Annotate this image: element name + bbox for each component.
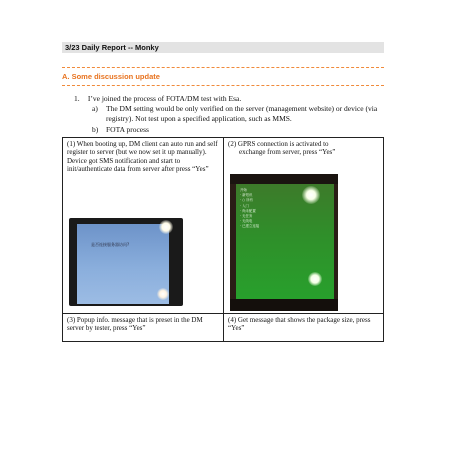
phone-photo-gprs-connection: [230, 174, 338, 311]
section-divider-top: [62, 67, 384, 68]
section-divider-bottom: [62, 85, 384, 86]
phone-menu: 开始 · 新短讯 · ○ 所有 · 入门 · 尚未配置 · 无任务 · 无线电 · 已建立连接: [240, 188, 260, 229]
table-cell-2: [224, 138, 383, 314]
list-item-text: I’ve joined the process of FOTA/DM test with Esa.: [87, 94, 242, 103]
sub-item-text: FOTA process: [106, 125, 149, 134]
cell-caption: (4) Get message that shows the package size, press “Yes”: [228, 316, 371, 333]
list-item-1: [74, 94, 241, 103]
sub-item-letter: b): [92, 125, 99, 134]
phone-photo-sms-notification: [69, 218, 183, 306]
cell-caption: (1) When booting up, DM client can auto run and self register to server (but we now set it up manually). Device got SMS notification and start to init/authenticate data from server after press “Yes”: [67, 140, 218, 173]
phone-screen: [77, 224, 169, 304]
dialog-message: 是否连接服务器访问?: [91, 242, 130, 247]
section-heading: A. Some discussion update: [62, 72, 160, 81]
table-cell-3: [63, 314, 224, 341]
table-cell-1: [63, 138, 224, 314]
list-item-number: 1.: [74, 94, 80, 103]
sub-item-text: The DM setting would be only verified on the server (management website) or device (via registry). Not test upon a specified application, such as MMS.: [106, 104, 378, 123]
screenshot-table: [62, 137, 384, 342]
light-glare: [157, 288, 169, 300]
cell-caption: [228, 140, 380, 157]
light-glare: [308, 272, 322, 286]
light-glare: [302, 186, 320, 204]
cell-caption: (3) Popup info. message that is preset in the DM server by tester, press “Yes”: [67, 316, 203, 333]
cell-caption-line2: exchange from server, press “Yes”: [239, 148, 336, 157]
cell-caption-line1: (2) GPRS connection is activated to: [228, 140, 329, 148]
sub-item-letter: a): [92, 104, 98, 113]
phone-bezel: [230, 174, 338, 184]
phone-bottom-bezel: [230, 299, 338, 311]
light-glare: [159, 220, 173, 234]
table-cell-4: [224, 314, 383, 341]
report-title: 3/23 Daily Report -- Monky: [62, 42, 384, 53]
